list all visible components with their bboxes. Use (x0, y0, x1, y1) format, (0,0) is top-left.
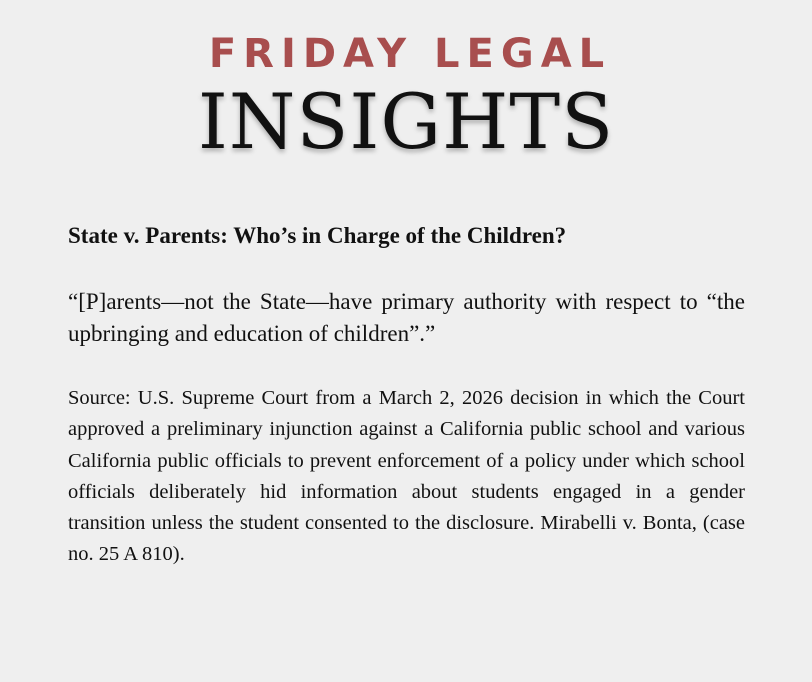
article (68, 220, 745, 571)
article-quote: “[P]arents—not the State—have primary authority with respect to “the upbringing and education of children”.” (68, 289, 745, 346)
masthead-kicker: FRIDAY LEGAL (208, 31, 612, 77)
masthead-headline: INSIGHTS (197, 77, 615, 166)
article-title: State v. Parents: Who’s in Charge of the Children? (68, 223, 567, 248)
masthead (0, 30, 812, 166)
article-source: Source: U.S. Supreme Court from a March 2, 2026 decision in which the Court approved a preliminary injunction against a California public school and various California public officials to prevent enforcement of a policy under which school officials deliberately hid information about students engaged in a gender transition unless the student consented to the disclosure. Mirabelli v. Bonta, (case no. 25 A 810). (68, 387, 745, 566)
